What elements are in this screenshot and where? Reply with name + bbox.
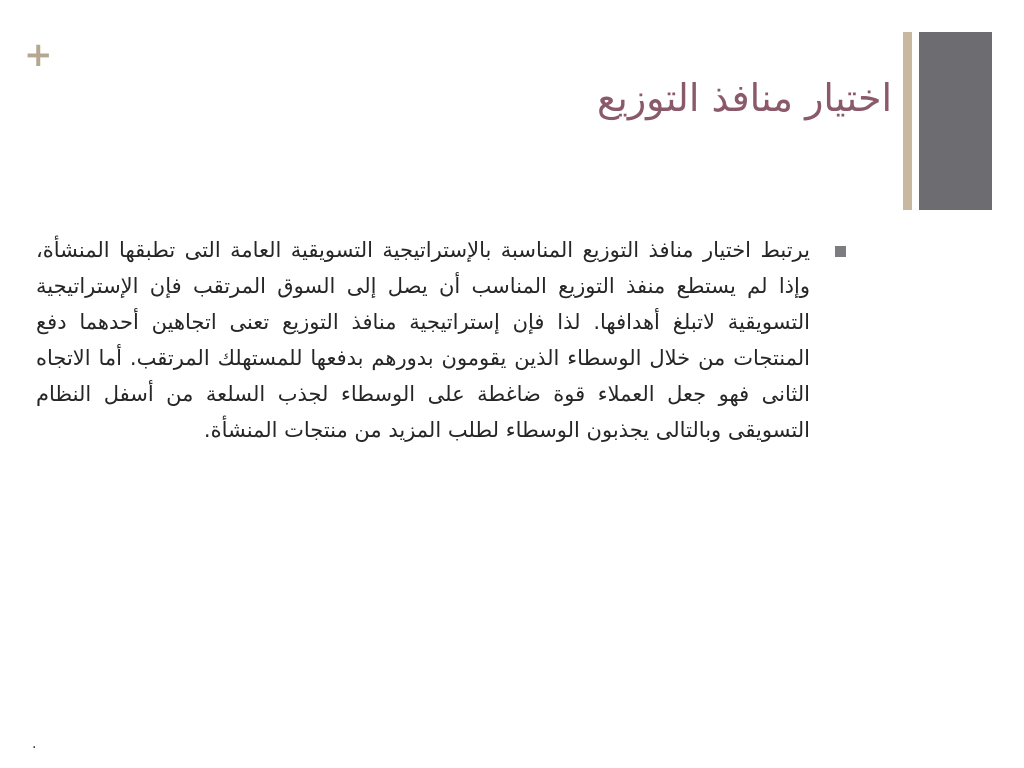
square-bullet-icon — [835, 246, 846, 257]
bullet-item — [36, 232, 856, 448]
accent-bar-block — [919, 32, 992, 210]
slide-content — [36, 232, 856, 448]
accent-bar-thin — [903, 32, 912, 210]
slide-title: اختيار منافذ التوزيع — [597, 76, 892, 120]
footer-mark: . — [32, 736, 37, 752]
plus-icon: + — [24, 35, 53, 75]
bullet-text: يرتبط اختيار منافذ التوزيع المناسبة بالإستراتيجية التسويقية العامة التى تطبقها المنشأة، وإذا لم يستطع منفذ التوزيع المناسب أن يصل إلى السوق المرتقب فإن الإستراتيجية التسويقية لاتبلغ أهدافها. لذا فإن إستراتيجية منافذ التوزيع تعنى اتجاهين أحدهما دفع المنتجات من خلال الوسطاء الذين يقومون بدورهم بدفعها للمستهلك المرتقب. أما الاتجاه الثانى فهو جعل العملاء قوة ضاغطة على الوسطاء لجذب السلعة من أسفل النظام التسويقى وبالتالى يجذبون الوسطاء لطلب المزيد من منتجات المنشأة. — [36, 238, 810, 442]
